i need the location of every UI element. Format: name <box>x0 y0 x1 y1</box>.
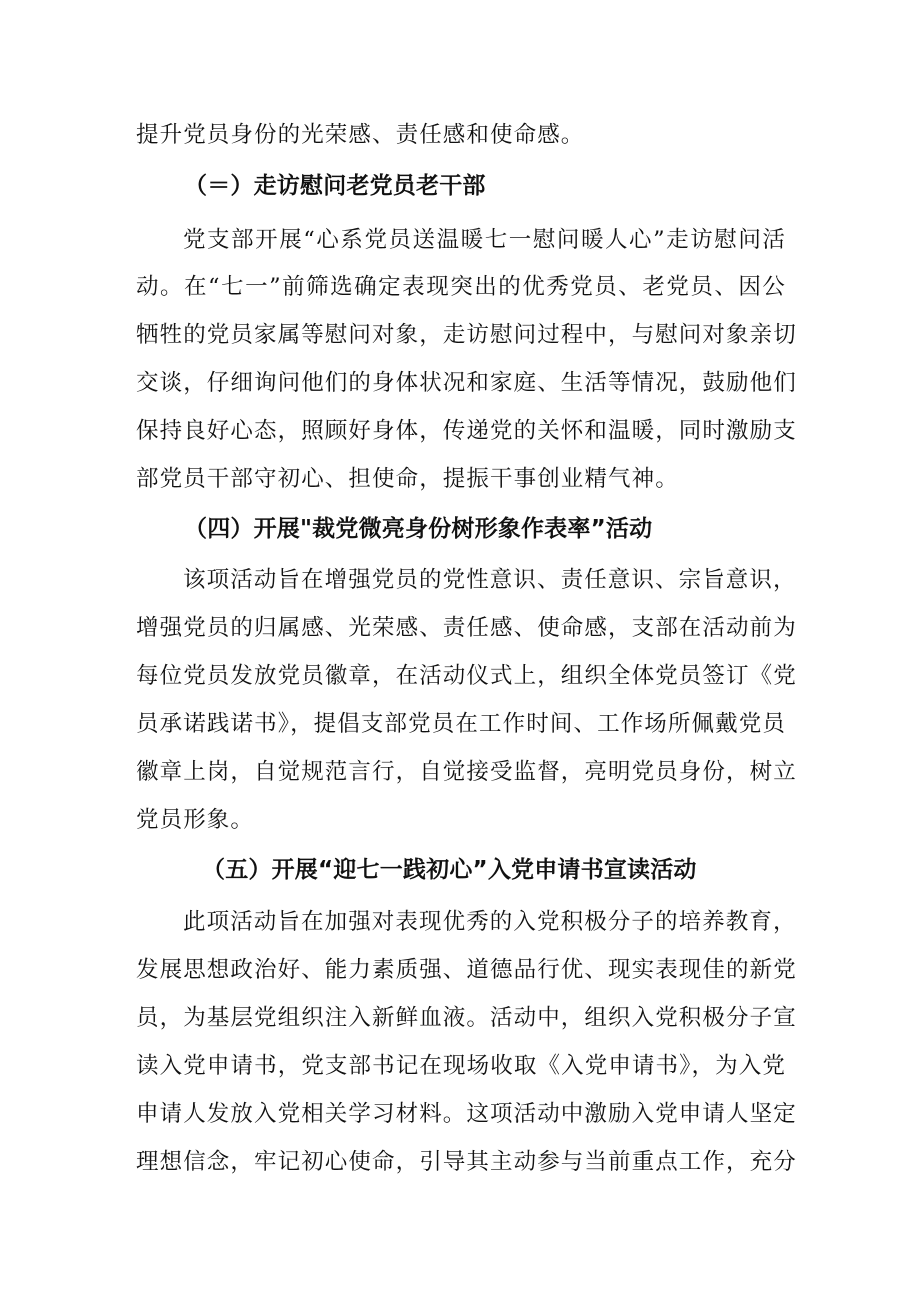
paragraph-line: 动。在“七一”前筛选确定表现突出的优秀党员、老党员、因公 <box>136 274 786 300</box>
paragraph-line: 发展思想政治好、能力素质强、道德品行优、现实表现佳的新党 <box>136 957 797 983</box>
paragraph-line: 交谈，仔细询问他们的身体状况和家庭、生活等情况，鼓励他们 <box>136 370 797 396</box>
paragraph-line: 增强党员的归属感、光荣感、责任感、使命感，支部在活动前为 <box>136 615 797 641</box>
paragraph-line: 部党员干部守初心、担使命，提振干事创业精气神。 <box>136 466 679 492</box>
paragraph-line: 读入党申请书，党支部书记在现场收取《入党申请书》，为入党 <box>136 1053 786 1079</box>
paragraph-line: 理想信念，牢记初心使命，引导其主动参与当前重点工作，充分 <box>136 1149 797 1175</box>
paragraph-line: 提升党员身份的光荣感、责任感和使命感。 <box>136 122 585 148</box>
paragraph-line: 牺牲的党员家属等慰问对象，走访慰问过程中，与慰问对象亲切 <box>136 322 797 348</box>
paragraph-line: 党员形象。 <box>136 807 255 833</box>
paragraph-line: 员承诺践诺书》，提倡支部党员在工作时间、工作场所佩戴党员 <box>136 711 786 737</box>
paragraph-line: 保持良好心态，照顾好身体，传递党的关怀和温暖，同时激励支 <box>136 418 797 444</box>
paragraph-line: 徽章上岗，自觉规范言行，自觉接受监督，亮明党员身份，树立 <box>136 759 797 785</box>
section-heading: （＝）走访慰问老党员老干部 <box>184 173 486 199</box>
paragraph-line: 员，为基层党组织注入新鲜血液。活动中，组织入党积极分子宣 <box>136 1005 797 1031</box>
paragraph-line: 此项活动旨在加强对表现优秀的入党积极分子的培养教育， <box>183 909 797 935</box>
paragraph-line: 每位党员发放党员徽章，在活动仪式上，组织全体党员签订《党 <box>136 663 797 689</box>
paragraph-line: 该项活动旨在增强党员的党性意识、责任意识、宗旨意识， <box>183 567 797 593</box>
paragraph-line: 党支部开展“心系党员送温暖七一慰问暖人心”走访慰问活 <box>183 227 786 253</box>
paragraph-line: 申请人发放入党相关学习材料。这项活动中激励入党申请人坚定 <box>136 1101 797 1127</box>
section-heading: （五）开展“迎七一践初心”入党申请书宣读活动 <box>202 857 697 883</box>
section-heading: （四）开展"裁党微亮身份树形象作表率”活动 <box>184 516 653 542</box>
